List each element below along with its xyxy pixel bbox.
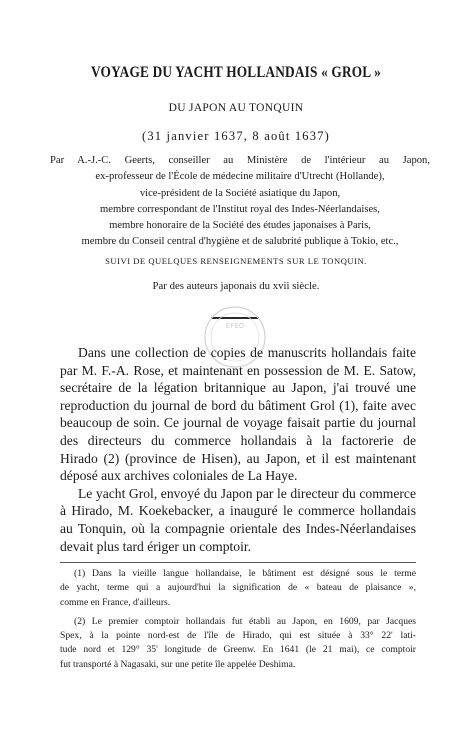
document-subtitle: DU JAPON AU TONQUIN	[168, 102, 304, 114]
text-line: à Hirado, M. Koekebacker, a inauguré le commerce hollandais	[60, 503, 416, 519]
text-line: secrétaire de la légation britannique au Japon, j'ai trouvé une	[60, 380, 416, 396]
footnote-line: comme en France, d'ailleurs.	[60, 596, 171, 608]
author-line: ex-professeur de l'École de médecine militaire d'Utrecht (Hollande),	[95, 171, 385, 183]
footnote-line: tude nord et 129° 35' longitude de Greenw. En 1641 (le 21 mai), ce comptoir	[60, 644, 416, 656]
author-line: membre correspondant de l'Institut royal des Indes-Néerlandaises,	[100, 203, 380, 215]
svg-text:ÉFEO: ÉFEO	[225, 322, 245, 330]
footnote-divider	[60, 562, 416, 563]
text-line: reproduction du journal de bord du bâtiment Grol (1), faite avec	[60, 397, 416, 413]
text-line: Dans une collection de copies de manuscrits hollandais faite	[78, 345, 416, 360]
author-line: vice-président de la Société asiatique du Japon,	[139, 187, 341, 199]
text-line: au Tonquin, où la compagnie orientale des Indes-Néerlandaises	[60, 520, 416, 536]
author-credits	[50, 153, 430, 251]
text-line: devait plus tard ériger un comptoir.	[60, 538, 252, 554]
text-line: Le yacht Grol, envoyé du Japon par le directeur du commerce	[78, 485, 416, 501]
voyage-dates: (31 janvier 1637, 8 août 1637)	[141, 129, 331, 143]
text-line: beaucoup de soin. Ce journal de voyage faisait partie du journal	[60, 415, 416, 431]
document-title: VOYAGE DU YACHT HOLLANDAIS « GROL »	[91, 64, 381, 81]
main-text	[60, 344, 416, 555]
author-line: Par A.-J.-C. Geerts, conseiller au Ministère de l'intérieur au Japon,	[50, 155, 430, 166]
footnote-line: (2) Le premier comptoir hollandais fut établi au Japon, en 1609, par Jacques	[74, 615, 416, 627]
text-line: déposé aux archives coloniales de La Haye.	[60, 468, 298, 484]
footnote-line: (1) Dans la vieille langue hollandaise, le bâtiment est désigné sous le terme	[74, 568, 416, 579]
footnote-line: de yacht, terme qui a aujourd'hui la signification de « bateau de plaisance »,	[60, 582, 416, 594]
author-line: membre du Conseil central d'hygiène et de salubrité publique à Tokio, etc.,	[81, 236, 399, 248]
japanese-authors-note: Par des auteurs japonais du xvii siècle.	[152, 280, 320, 292]
followed-by-note: SUIVI DE QUELQUES RENSEIGNEMENTS SUR LE TONQUIN.	[105, 256, 367, 266]
text-line: par M. F.-A. Rose, et maintenant en possession de M. E. Satow,	[60, 362, 416, 378]
footnotes	[60, 567, 416, 672]
author-line: membre honoraire de la Société des études japonaises à Paris,	[109, 220, 371, 232]
text-line: des directeurs du commerce hollandais à la factorerie de	[60, 432, 416, 448]
text-line: Hirado (2) (province de Hisen), au Japon, et il est maintenant	[60, 450, 416, 466]
footnote-line: fut transporté à Nagasaki, sur une petite île appelée Deshima.	[60, 658, 296, 670]
footnote-line: Spex, à la pointe nord-est de l'île de Hirado, qui est située à 33° 22' lati-	[60, 630, 416, 642]
